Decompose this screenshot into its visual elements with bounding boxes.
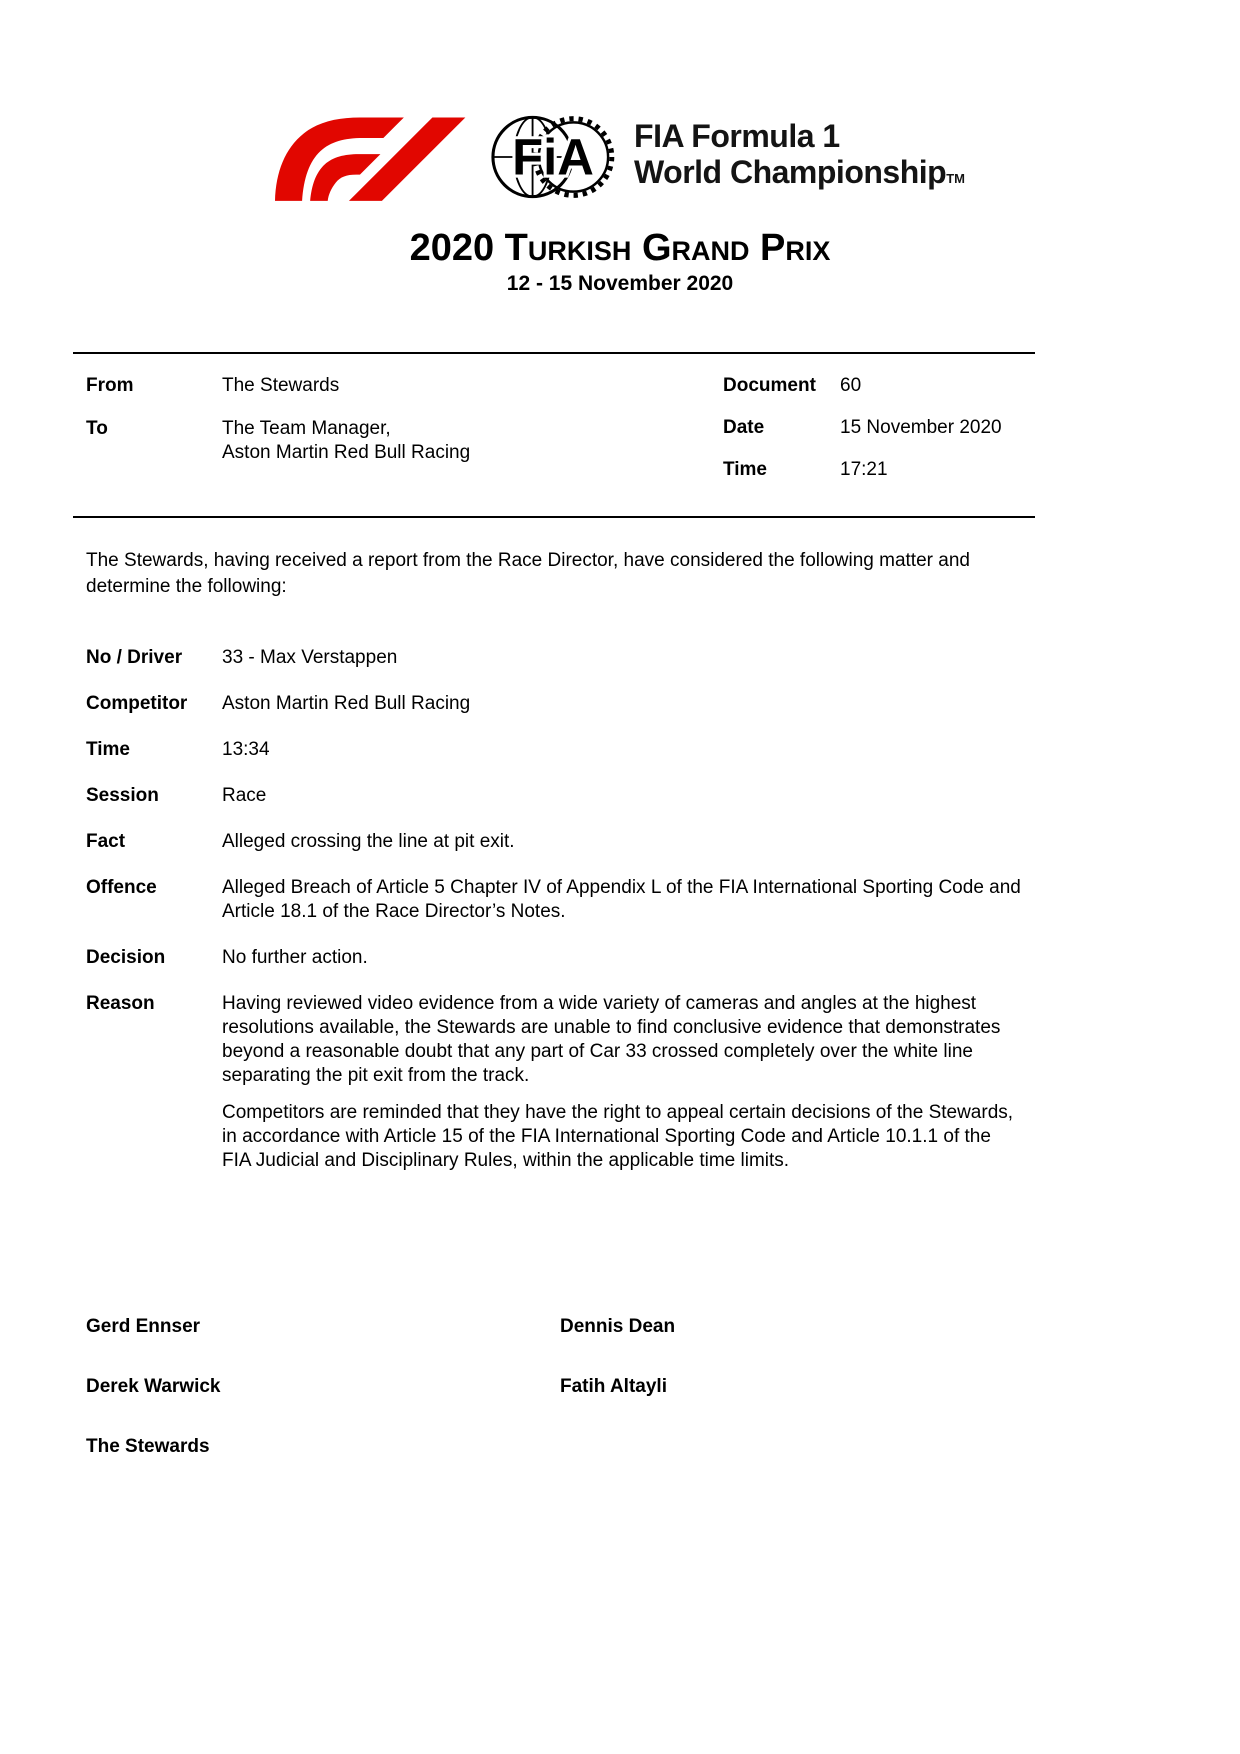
field-label: No / Driver: [86, 647, 183, 668]
time-value: 17:21: [840, 459, 888, 480]
intro-paragraph: The Stewards, having received a report from the Race Director, have considered the following matter and determine the following:: [86, 550, 970, 597]
field-label: Fact: [86, 831, 126, 852]
to-value: [222, 417, 470, 465]
field-row-competitor: [86, 692, 1035, 716]
field-label: Time: [86, 739, 131, 760]
fia-emblem-icon: [488, 103, 618, 211]
decision-fields: [86, 646, 1035, 1173]
time-label: Time: [723, 459, 768, 480]
meta-row-document: [723, 374, 1002, 398]
field-value: [222, 992, 1022, 1173]
meta-row-date: [723, 416, 1002, 440]
wordmark-line2: World ChampionshipTM: [634, 153, 965, 190]
field-value: Alleged crossing the line at pit exit.: [222, 831, 515, 852]
field-row-fact: [86, 830, 1035, 854]
meta-right-column: [723, 374, 1002, 500]
field-value: Alleged Breach of Article 5 Chapter IV of Appendix L of the FIA International Sporting Code and Article 18.1 of the Race Director’s Notes.: [222, 877, 1021, 922]
signature-name: Derek Warwick: [86, 1376, 221, 1397]
field-label: Reason: [86, 993, 155, 1014]
to-value-line1: The Team Manager,: [222, 418, 391, 439]
field-value: Race: [222, 785, 267, 806]
field-value: 33 - Max Verstappen: [222, 647, 398, 668]
meta-row-time: [723, 458, 1002, 482]
trademark-symbol: TM: [946, 170, 965, 186]
signature-name: Fatih Altayli: [560, 1376, 667, 1397]
date-value: 15 November 2020: [840, 417, 1002, 438]
field-row-reason: [86, 992, 1035, 1173]
field-value: Aston Martin Red Bull Racing: [222, 693, 471, 714]
signature-closing: The Stewards: [86, 1436, 210, 1457]
to-value-line2: Aston Martin Red Bull Racing: [222, 442, 471, 463]
reason-paragraph-2: Competitors are reminded that they have the right to appeal certain decisions of the Stewards, in accordance with Article 15 of the FIA International Sporting Code and Article 10.1.1 of the FIA Judicial and Disciplinary Rules, within the applicable time limits.: [222, 1102, 1014, 1171]
signature-closing-row: [86, 1435, 1035, 1459]
to-label: To: [86, 418, 108, 439]
field-row-offence: [86, 876, 1035, 924]
field-label: Competitor: [86, 693, 188, 714]
event-dates: 12 - 15 November 2020: [506, 272, 734, 295]
document-body: [73, 352, 1035, 1459]
meta-left-column: [86, 374, 470, 484]
championship-wordmark: [634, 118, 965, 197]
field-label: Offence: [86, 877, 157, 898]
from-label: From: [86, 375, 134, 396]
signature-name: Gerd Ennser: [86, 1316, 201, 1337]
document-number: 60: [840, 375, 862, 396]
page-title: 2020 Turkish Grand Prix: [409, 227, 831, 269]
reason-paragraph-1: Having reviewed video evidence from a wide variety of cameras and angles at the highest resolutions available, the Stewards are unable to find conclusive evidence that demonstrates beyond a reasonable doubt that any part of Car 33 crossed completely over the white line separating the pit exit from the track.: [222, 993, 1001, 1086]
field-label: Session: [86, 785, 159, 806]
field-value: No further action.: [222, 947, 368, 968]
signature-name: Dennis Dean: [560, 1316, 676, 1337]
field-row-session: [86, 784, 1035, 808]
divider-bottom: [73, 516, 1035, 518]
signature-row-1: [86, 1315, 1035, 1339]
meta-row-to: [86, 417, 470, 465]
fia-monogram: FiA: [512, 128, 594, 186]
meta-row-from: [86, 374, 470, 398]
field-value: 13:34: [222, 739, 270, 760]
field-row-time: [86, 738, 1035, 762]
signatures-block: [86, 1315, 1035, 1459]
field-row-decision: [86, 946, 1035, 970]
meta-block: [73, 354, 1035, 516]
f1-logo-icon: [275, 111, 480, 203]
signature-row-2: [86, 1375, 1035, 1399]
wordmark-line1: FIA Formula 1: [634, 117, 840, 154]
field-label: Decision: [86, 947, 166, 968]
document-label: Document: [723, 375, 816, 396]
from-value: The Stewards: [222, 375, 340, 396]
field-row-driver: [86, 646, 1035, 670]
date-label: Date: [723, 417, 765, 438]
header-logos: [0, 0, 1240, 211]
